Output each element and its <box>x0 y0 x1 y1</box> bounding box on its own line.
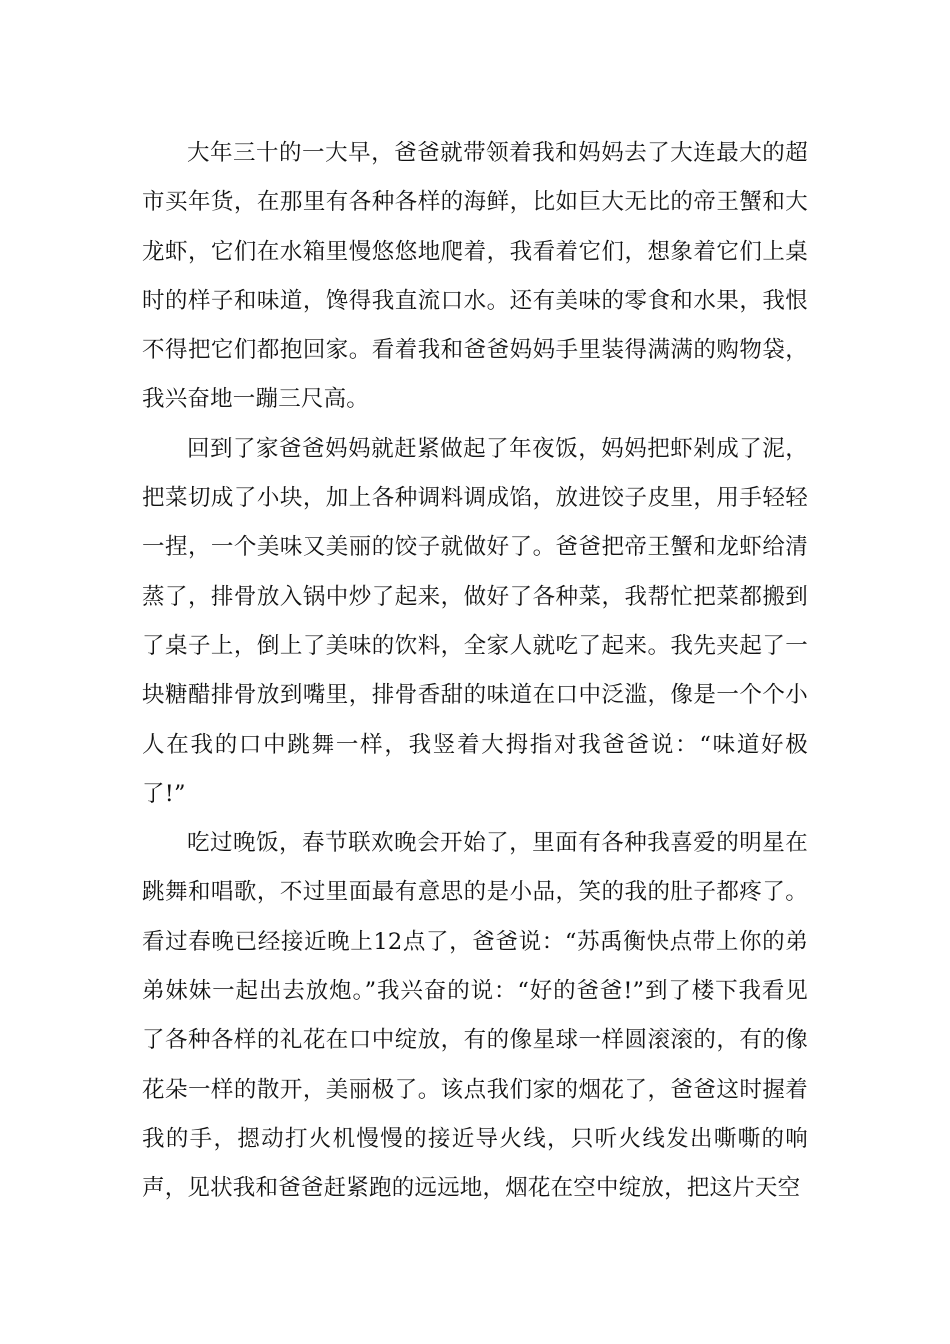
paragraph-2: 回到了家爸爸妈妈就赶紧做起了年夜饭，妈妈把虾剁成了泥，把菜切成了小块，加上各种调料调成馅，放进饺子皮里，用手轻轻一捏，一个美味又美丽的饺子就做好了。爸爸把帝王蟹和龙虾给清蒸了，排骨放入锅中炒了起来，做好了各种菜，我帮忙把菜都搬到了桌子上，倒上了美味的饮料，全家人就吃了起来。我先夹起了一块糖醋排骨放到嘴里，排骨香甜的味道在口中泛滥，像是一个个小人在我的口中跳舞一样，我竖着大拇指对我爸爸说：“味道好极了!” <box>142 435 808 807</box>
document-body <box>142 129 808 1214</box>
paragraph-3: 吃过晚饭，春节联欢晚会开始了，里面有各种我喜爱的明星在跳舞和唱歌，不过里面最有意思的是小品，笑的我的肚子都疼了。看过春晚已经接近晚上12点了，爸爸说：“苏禹衡快点带上你的弟弟妹妹一起出去放炮。”我兴奋的说：“好的爸爸!”到了楼下我看见了各种各样的礼花在口中绽放，有的像星球一样圆滚滚的，有的像花朵一样的散开，美丽极了。该点我们家的烟花了，爸爸这时握着我的手，摁动打火机慢慢的接近导火线，只听火线发出嘶嘶的响声，见状我和爸爸赶紧跑的远远地，烟花在空中绽放，把这片天空 <box>142 830 808 1202</box>
paragraph-1: 大年三十的一大早，爸爸就带领着我和妈妈去了大连最大的超市买年货，在那里有各种各样的海鲜，比如巨大无比的帝王蟹和大龙虾，它们在水箱里慢悠悠地爬着，我看着它们，想象着它们上桌时的样子和味道，馋得我直流口水。还有美味的零食和水果，我恨不得把它们都抱回家。看着我和爸爸妈妈手里装得满满的购物袋，我兴奋地一蹦三尺高。 <box>142 140 808 413</box>
